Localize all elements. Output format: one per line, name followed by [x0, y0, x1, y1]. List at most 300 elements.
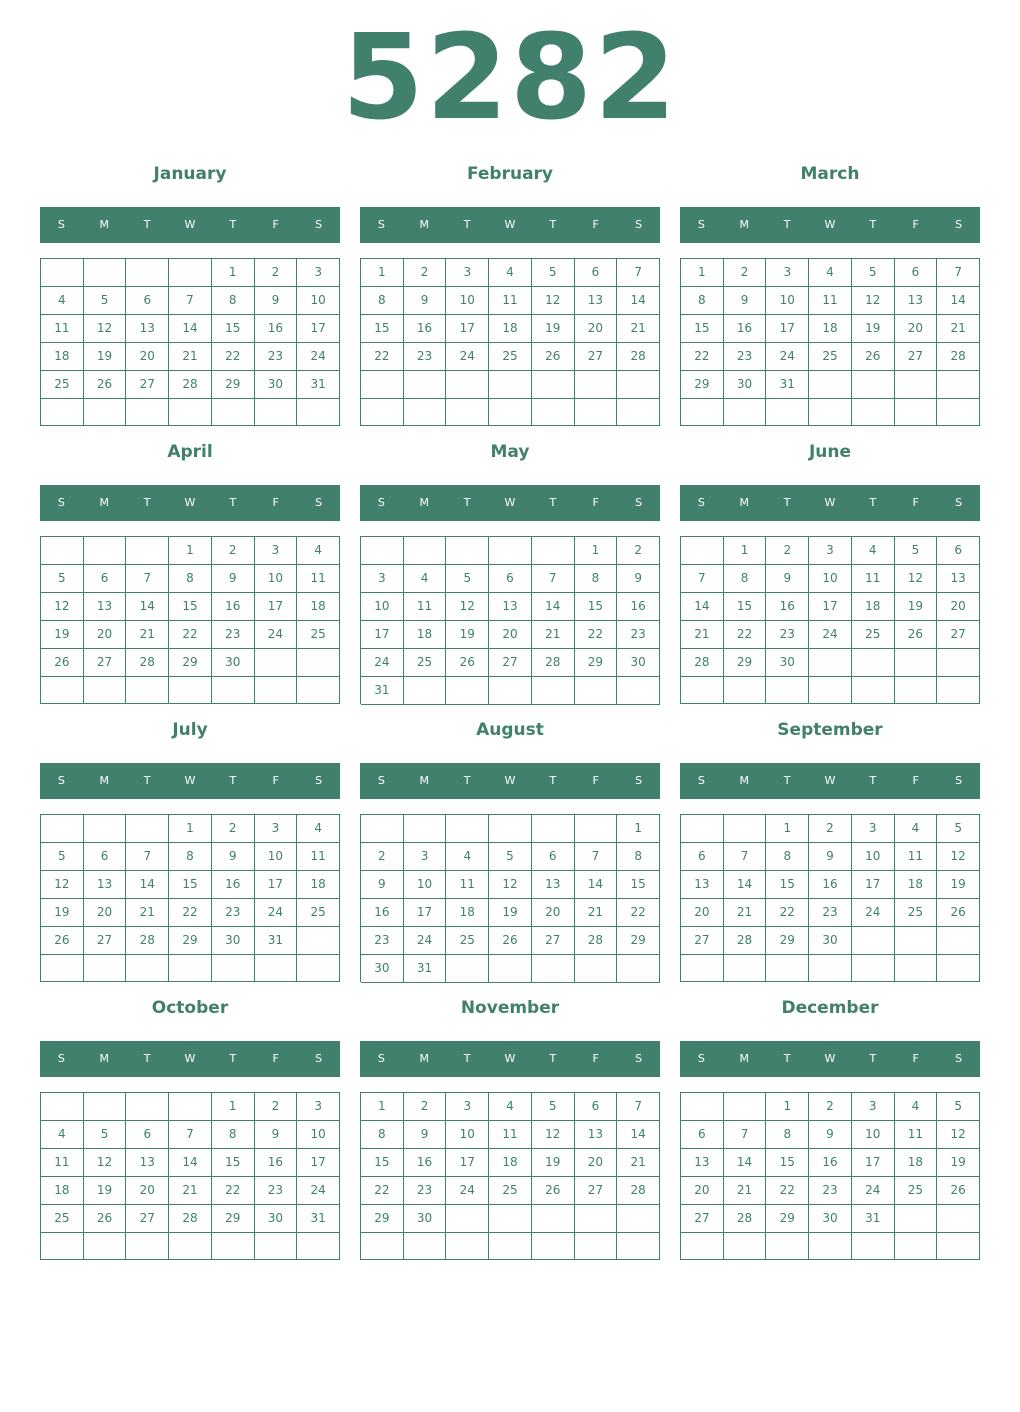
day-cell: 10: [852, 843, 895, 871]
day-cell: 15: [617, 871, 660, 899]
empty-day-cell: [41, 399, 84, 426]
month-name: June: [808, 442, 852, 462]
empty-day-cell: [532, 1205, 575, 1233]
day-cell: 16: [404, 1149, 447, 1177]
empty-day-cell: [404, 815, 447, 843]
empty-day-cell: [41, 1233, 84, 1260]
day-cell: 28: [532, 649, 575, 677]
day-cell: 10: [809, 565, 852, 593]
day-cell: 2: [361, 843, 404, 871]
day-cell: 20: [532, 899, 575, 927]
month-name: January: [153, 164, 227, 184]
day-cell: 12: [895, 565, 938, 593]
day-cell: 17: [297, 315, 340, 343]
empty-day-cell: [84, 677, 127, 704]
weekday-label: W: [184, 1052, 196, 1065]
day-cell: 30: [255, 371, 298, 399]
day-cell: 2: [255, 259, 298, 287]
month-name: May: [490, 442, 530, 462]
day-cell: 11: [489, 1121, 532, 1149]
empty-day-cell: [255, 677, 298, 704]
weekday-header: [680, 485, 980, 521]
empty-day-cell: [617, 677, 660, 705]
weekday-header: [680, 763, 980, 799]
empty-day-cell: [84, 399, 127, 426]
weekday-header: [680, 207, 980, 243]
weekday-label: F: [272, 496, 279, 509]
day-cell: 1: [212, 1093, 255, 1121]
empty-day-cell: [126, 399, 169, 426]
day-cell: 6: [126, 287, 169, 315]
empty-day-cell: [255, 399, 298, 426]
day-cell: 19: [41, 899, 84, 927]
day-cell: 3: [852, 1093, 895, 1121]
day-cell: 13: [84, 593, 127, 621]
day-cell: 17: [446, 315, 489, 343]
day-cell: 12: [937, 843, 980, 871]
day-cell: 8: [361, 287, 404, 315]
weekday-label: T: [869, 774, 877, 787]
day-cell: 10: [766, 287, 809, 315]
day-cell: 8: [212, 287, 255, 315]
day-cell: 21: [617, 1149, 660, 1177]
day-cell: 8: [681, 287, 724, 315]
empty-day-cell: [489, 815, 532, 843]
day-cell: 2: [212, 537, 255, 565]
empty-day-cell: [446, 815, 489, 843]
empty-day-cell: [84, 955, 127, 982]
day-cell: 18: [446, 899, 489, 927]
empty-day-cell: [84, 815, 127, 843]
empty-day-cell: [489, 677, 532, 705]
day-cell: 1: [169, 537, 212, 565]
empty-day-cell: [617, 1205, 660, 1233]
weekday-label: S: [315, 218, 323, 231]
empty-day-cell: [255, 649, 298, 677]
day-cell: 22: [361, 343, 404, 371]
day-cell: 14: [169, 1149, 212, 1177]
weekday-label: M: [99, 1052, 110, 1065]
weekday-header: [40, 1041, 340, 1077]
empty-day-cell: [126, 955, 169, 982]
weekday-label: S: [635, 496, 643, 509]
day-cell: 23: [255, 1177, 298, 1205]
weekday-label: S: [635, 218, 643, 231]
day-cell: 13: [489, 593, 532, 621]
empty-day-cell: [126, 677, 169, 704]
day-cell: 18: [895, 1149, 938, 1177]
day-cell: 15: [575, 593, 618, 621]
day-cell: 28: [617, 343, 660, 371]
day-cell: 5: [895, 537, 938, 565]
empty-day-cell: [169, 955, 212, 982]
day-cell: 7: [169, 1121, 212, 1149]
empty-day-cell: [446, 1205, 489, 1233]
day-cell: 2: [255, 1093, 298, 1121]
day-grid: [360, 1092, 660, 1260]
day-cell: 16: [212, 871, 255, 899]
day-cell: 9: [212, 565, 255, 593]
day-cell: 5: [532, 259, 575, 287]
month-january: [40, 160, 340, 438]
day-cell: 2: [766, 537, 809, 565]
empty-day-cell: [84, 537, 127, 565]
weekday-label: W: [184, 218, 196, 231]
empty-day-cell: [575, 815, 618, 843]
day-cell: 31: [852, 1205, 895, 1233]
day-cell: 7: [169, 287, 212, 315]
weekday-label: T: [143, 496, 151, 509]
day-cell: 23: [212, 621, 255, 649]
weekday-label: W: [824, 774, 836, 787]
empty-day-cell: [575, 955, 618, 983]
day-cell: 21: [937, 315, 980, 343]
weekday-label: T: [229, 774, 237, 787]
day-cell: 3: [446, 259, 489, 287]
day-cell: 25: [895, 1177, 938, 1205]
empty-day-cell: [532, 1233, 575, 1260]
weekday-label: T: [783, 218, 791, 231]
day-cell: 20: [84, 899, 127, 927]
day-cell: 25: [489, 343, 532, 371]
day-cell: 7: [724, 1121, 767, 1149]
day-cell: 16: [255, 315, 298, 343]
day-cell: 22: [212, 1177, 255, 1205]
empty-day-cell: [575, 399, 618, 427]
empty-day-cell: [724, 1093, 767, 1121]
day-cell: 31: [255, 927, 298, 955]
day-cell: 13: [681, 871, 724, 899]
empty-day-cell: [809, 1233, 852, 1260]
empty-day-cell: [297, 649, 340, 677]
day-cell: 9: [404, 287, 447, 315]
day-cell: 10: [852, 1121, 895, 1149]
empty-day-cell: [617, 955, 660, 983]
day-cell: 25: [297, 621, 340, 649]
day-cell: 27: [84, 649, 127, 677]
day-cell: 14: [724, 871, 767, 899]
day-cell: 30: [404, 1205, 447, 1233]
day-cell: 4: [297, 537, 340, 565]
day-cell: 18: [489, 1149, 532, 1177]
day-cell: 17: [297, 1149, 340, 1177]
weekday-label: S: [377, 1052, 385, 1065]
day-cell: 30: [212, 927, 255, 955]
empty-day-cell: [895, 399, 938, 426]
empty-day-cell: [852, 399, 895, 426]
day-cell: 26: [41, 927, 84, 955]
weekday-label: S: [955, 1052, 963, 1065]
day-cell: 3: [809, 537, 852, 565]
day-cell: 10: [446, 287, 489, 315]
weekday-label: F: [912, 1052, 919, 1065]
day-cell: 3: [361, 565, 404, 593]
day-cell: 8: [724, 565, 767, 593]
empty-day-cell: [681, 1233, 724, 1260]
empty-day-cell: [724, 1233, 767, 1260]
day-cell: 27: [895, 343, 938, 371]
day-cell: 23: [809, 1177, 852, 1205]
day-cell: 23: [361, 927, 404, 955]
day-cell: 16: [724, 315, 767, 343]
day-cell: 29: [212, 371, 255, 399]
day-cell: 10: [404, 871, 447, 899]
day-cell: 4: [895, 815, 938, 843]
empty-day-cell: [41, 815, 84, 843]
day-cell: 17: [766, 315, 809, 343]
weekday-label: F: [592, 218, 599, 231]
day-cell: 31: [766, 371, 809, 399]
empty-day-cell: [809, 955, 852, 982]
empty-day-cell: [489, 1205, 532, 1233]
day-cell: 8: [575, 565, 618, 593]
empty-day-cell: [895, 649, 938, 677]
day-cell: 18: [895, 871, 938, 899]
empty-day-cell: [895, 955, 938, 982]
empty-day-cell: [681, 677, 724, 704]
day-grid: [680, 258, 980, 426]
empty-day-cell: [212, 955, 255, 982]
day-cell: 28: [126, 649, 169, 677]
weekday-label: S: [955, 496, 963, 509]
day-cell: 31: [297, 371, 340, 399]
day-cell: 31: [297, 1205, 340, 1233]
empty-day-cell: [809, 371, 852, 399]
weekday-label: S: [315, 496, 323, 509]
empty-day-cell: [937, 677, 980, 704]
empty-day-cell: [41, 677, 84, 704]
day-cell: 7: [126, 565, 169, 593]
day-cell: 21: [126, 621, 169, 649]
day-cell: 11: [446, 871, 489, 899]
empty-day-cell: [212, 1233, 255, 1260]
day-cell: 16: [212, 593, 255, 621]
day-cell: 28: [126, 927, 169, 955]
empty-day-cell: [361, 815, 404, 843]
empty-day-cell: [404, 371, 447, 399]
day-cell: 23: [724, 343, 767, 371]
day-cell: 10: [255, 843, 298, 871]
weekday-label: T: [143, 774, 151, 787]
empty-day-cell: [446, 1233, 489, 1260]
empty-day-cell: [489, 537, 532, 565]
empty-day-cell: [126, 815, 169, 843]
day-cell: 5: [937, 815, 980, 843]
empty-day-cell: [361, 371, 404, 399]
day-cell: 12: [84, 1149, 127, 1177]
day-cell: 12: [84, 315, 127, 343]
day-cell: 11: [489, 287, 532, 315]
empty-day-cell: [404, 399, 447, 427]
weekday-label: W: [504, 1052, 516, 1065]
weekday-label: S: [635, 774, 643, 787]
weekday-label: T: [463, 1052, 471, 1065]
empty-day-cell: [724, 815, 767, 843]
empty-day-cell: [446, 371, 489, 399]
weekday-label: T: [229, 496, 237, 509]
empty-day-cell: [297, 1233, 340, 1260]
weekday-header: [40, 763, 340, 799]
day-cell: 3: [297, 1093, 340, 1121]
day-cell: 29: [766, 1205, 809, 1233]
weekday-label: F: [272, 774, 279, 787]
day-cell: 14: [126, 871, 169, 899]
weekday-label: S: [697, 496, 705, 509]
day-cell: 18: [41, 1177, 84, 1205]
day-cell: 24: [852, 1177, 895, 1205]
day-cell: 9: [724, 287, 767, 315]
day-cell: 18: [297, 593, 340, 621]
day-cell: 22: [361, 1177, 404, 1205]
empty-day-cell: [489, 955, 532, 983]
day-cell: 7: [681, 565, 724, 593]
day-cell: 4: [404, 565, 447, 593]
empty-day-cell: [895, 1205, 938, 1233]
empty-day-cell: [255, 1233, 298, 1260]
day-cell: 1: [212, 259, 255, 287]
day-cell: 11: [895, 843, 938, 871]
day-cell: 21: [724, 899, 767, 927]
day-cell: 8: [169, 843, 212, 871]
empty-day-cell: [575, 677, 618, 705]
day-cell: 21: [169, 1177, 212, 1205]
day-cell: 15: [681, 315, 724, 343]
weekday-label: M: [419, 218, 430, 231]
weekday-label: T: [783, 1052, 791, 1065]
day-cell: 23: [212, 899, 255, 927]
day-cell: 3: [297, 259, 340, 287]
day-cell: 29: [681, 371, 724, 399]
day-cell: 28: [169, 1205, 212, 1233]
month-may: [360, 438, 660, 716]
empty-day-cell: [169, 399, 212, 426]
day-cell: 11: [852, 565, 895, 593]
empty-day-cell: [809, 399, 852, 426]
day-cell: 2: [809, 815, 852, 843]
day-cell: 26: [852, 343, 895, 371]
day-cell: 20: [126, 343, 169, 371]
day-cell: 12: [532, 1121, 575, 1149]
empty-day-cell: [404, 537, 447, 565]
day-cell: 25: [41, 1205, 84, 1233]
month-september: [680, 716, 980, 994]
day-cell: 6: [681, 843, 724, 871]
day-cell: 17: [255, 871, 298, 899]
day-cell: 27: [126, 1205, 169, 1233]
weekday-label: T: [549, 774, 557, 787]
empty-day-cell: [489, 1233, 532, 1260]
empty-day-cell: [617, 399, 660, 427]
day-cell: 21: [724, 1177, 767, 1205]
day-cell: 26: [532, 343, 575, 371]
day-cell: 5: [446, 565, 489, 593]
weekday-label: T: [143, 1052, 151, 1065]
day-cell: 1: [169, 815, 212, 843]
day-cell: 3: [446, 1093, 489, 1121]
day-cell: 6: [937, 537, 980, 565]
day-cell: 30: [255, 1205, 298, 1233]
empty-day-cell: [169, 677, 212, 704]
empty-day-cell: [617, 1233, 660, 1260]
day-cell: 24: [255, 899, 298, 927]
day-cell: 23: [809, 899, 852, 927]
day-cell: 22: [681, 343, 724, 371]
day-cell: 12: [41, 871, 84, 899]
day-cell: 24: [852, 899, 895, 927]
day-cell: 15: [361, 1149, 404, 1177]
day-cell: 10: [446, 1121, 489, 1149]
day-cell: 17: [809, 593, 852, 621]
weekday-label: F: [592, 774, 599, 787]
day-cell: 19: [446, 621, 489, 649]
month-november: [360, 994, 660, 1272]
day-cell: 1: [766, 1093, 809, 1121]
empty-day-cell: [937, 955, 980, 982]
weekday-label: T: [463, 774, 471, 787]
empty-day-cell: [532, 677, 575, 705]
day-cell: 29: [169, 927, 212, 955]
weekday-label: S: [697, 774, 705, 787]
day-cell: 8: [766, 1121, 809, 1149]
empty-day-cell: [937, 927, 980, 955]
empty-day-cell: [895, 371, 938, 399]
day-grid: [40, 258, 340, 426]
weekday-label: T: [463, 218, 471, 231]
day-cell: 21: [532, 621, 575, 649]
empty-day-cell: [126, 1233, 169, 1260]
day-cell: 20: [489, 621, 532, 649]
day-cell: 13: [575, 287, 618, 315]
weekday-label: T: [869, 496, 877, 509]
weekday-label: W: [824, 218, 836, 231]
day-cell: 13: [895, 287, 938, 315]
day-cell: 5: [84, 287, 127, 315]
day-cell: 5: [41, 565, 84, 593]
empty-day-cell: [446, 677, 489, 705]
day-grid: [680, 1092, 980, 1260]
day-cell: 22: [169, 621, 212, 649]
weekday-label: S: [57, 774, 65, 787]
day-cell: 24: [446, 343, 489, 371]
day-cell: 9: [212, 843, 255, 871]
day-cell: 7: [617, 259, 660, 287]
day-cell: 15: [724, 593, 767, 621]
day-cell: 21: [617, 315, 660, 343]
day-cell: 14: [169, 315, 212, 343]
weekday-label: F: [912, 218, 919, 231]
day-grid: [360, 536, 660, 704]
empty-day-cell: [681, 815, 724, 843]
empty-day-cell: [575, 1233, 618, 1260]
day-cell: 1: [575, 537, 618, 565]
day-cell: 1: [617, 815, 660, 843]
day-cell: 25: [852, 621, 895, 649]
weekday-label: S: [955, 218, 963, 231]
day-cell: 25: [895, 899, 938, 927]
day-cell: 14: [532, 593, 575, 621]
day-cell: 25: [404, 649, 447, 677]
day-cell: 1: [681, 259, 724, 287]
weekday-label: M: [419, 1052, 430, 1065]
month-july: [40, 716, 340, 994]
day-cell: 13: [937, 565, 980, 593]
day-grid: [40, 814, 340, 982]
empty-day-cell: [532, 955, 575, 983]
day-cell: 11: [297, 565, 340, 593]
empty-day-cell: [126, 259, 169, 287]
weekday-label: T: [869, 218, 877, 231]
day-cell: 28: [724, 927, 767, 955]
